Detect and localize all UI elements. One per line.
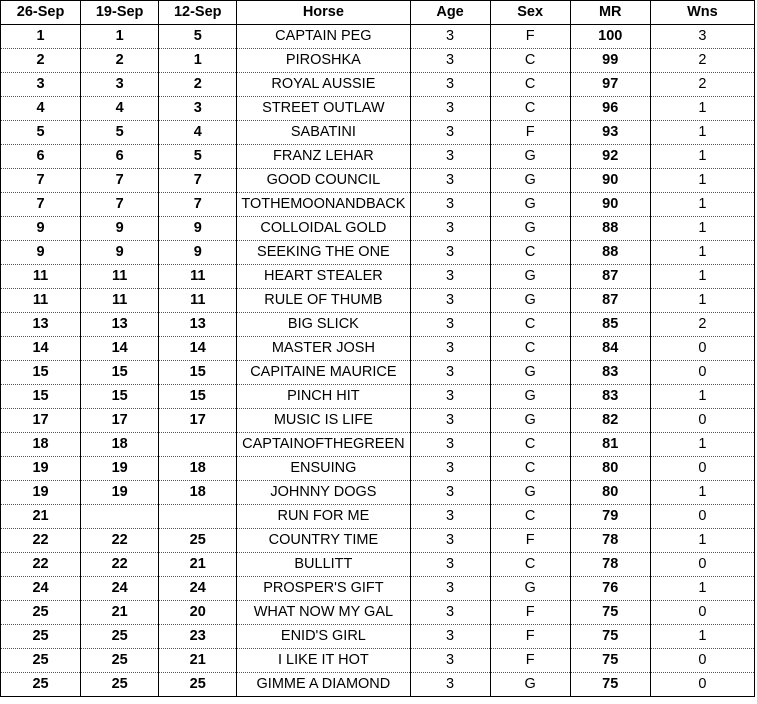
sex-cell: G (490, 169, 570, 193)
rank-19-sep-cell: 13 (81, 313, 159, 337)
age-cell: 3 (410, 625, 490, 649)
table-row (1, 505, 755, 529)
wins-cell: 1 (650, 577, 754, 601)
table-row (1, 217, 755, 241)
rank-19-sep-cell: 15 (81, 361, 159, 385)
rank-19-sep-cell: 22 (81, 553, 159, 577)
wins-cell: 1 (650, 121, 754, 145)
wins-cell: 0 (650, 505, 754, 529)
sex-cell: F (490, 625, 570, 649)
horse-name-cell: PIROSHKA (237, 49, 410, 73)
rank-12-sep-cell (159, 433, 237, 457)
mark-rating-cell: 75 (570, 601, 650, 625)
rank-19-sep-cell: 19 (81, 457, 159, 481)
table-row (1, 265, 755, 289)
sex-cell: C (490, 457, 570, 481)
age-cell: 3 (410, 673, 490, 697)
wins-cell: 1 (650, 625, 754, 649)
table-row (1, 97, 755, 121)
age-cell: 3 (410, 409, 490, 433)
mark-rating-cell: 99 (570, 49, 650, 73)
mark-rating-cell: 76 (570, 577, 650, 601)
table-body (1, 25, 755, 697)
rank-26-sep-cell: 25 (1, 625, 81, 649)
rank-12-sep-cell: 17 (159, 409, 237, 433)
table-row (1, 577, 755, 601)
wins-cell: 1 (650, 289, 754, 313)
rank-19-sep-cell: 5 (81, 121, 159, 145)
rank-19-sep-cell: 21 (81, 601, 159, 625)
rank-26-sep-cell: 9 (1, 217, 81, 241)
rank-12-sep-cell: 4 (159, 121, 237, 145)
table-row (1, 121, 755, 145)
rank-12-sep-cell: 7 (159, 169, 237, 193)
rank-26-sep-cell: 17 (1, 409, 81, 433)
rank-12-sep-cell: 18 (159, 457, 237, 481)
rank-19-sep-cell: 11 (81, 265, 159, 289)
wins-cell: 0 (650, 601, 754, 625)
sex-cell: G (490, 385, 570, 409)
rank-12-sep-cell (159, 505, 237, 529)
header-wns: Wns (650, 1, 754, 25)
horse-name-cell: BIG SLICK (237, 313, 410, 337)
rank-26-sep-cell: 22 (1, 553, 81, 577)
rank-26-sep-cell: 11 (1, 289, 81, 313)
mark-rating-cell: 80 (570, 481, 650, 505)
mark-rating-cell: 75 (570, 649, 650, 673)
horse-name-cell: ENID'S GIRL (237, 625, 410, 649)
horse-name-cell: PINCH HIT (237, 385, 410, 409)
age-cell: 3 (410, 529, 490, 553)
age-cell: 3 (410, 241, 490, 265)
rank-26-sep-cell: 19 (1, 457, 81, 481)
rank-19-sep-cell: 18 (81, 433, 159, 457)
wins-cell: 1 (650, 97, 754, 121)
age-cell: 3 (410, 481, 490, 505)
table-row (1, 361, 755, 385)
age-cell: 3 (410, 25, 490, 49)
rank-19-sep-cell: 25 (81, 625, 159, 649)
rank-19-sep-cell: 25 (81, 673, 159, 697)
horse-name-cell: GOOD COUNCIL (237, 169, 410, 193)
age-cell: 3 (410, 457, 490, 481)
wins-cell: 0 (650, 649, 754, 673)
horse-name-cell: RULE OF THUMB (237, 289, 410, 313)
sex-cell: G (490, 673, 570, 697)
rank-12-sep-cell: 18 (159, 481, 237, 505)
rank-12-sep-cell: 3 (159, 97, 237, 121)
rank-19-sep-cell: 7 (81, 193, 159, 217)
horse-name-cell: COUNTRY TIME (237, 529, 410, 553)
horse-name-cell: JOHNNY DOGS (237, 481, 410, 505)
horse-name-cell: CAPTAINOFTHEGREEN (237, 433, 410, 457)
horse-name-cell: CAPTAIN PEG (237, 25, 410, 49)
sex-cell: F (490, 601, 570, 625)
age-cell: 3 (410, 649, 490, 673)
age-cell: 3 (410, 289, 490, 313)
sex-cell: C (490, 553, 570, 577)
mark-rating-cell: 79 (570, 505, 650, 529)
rank-19-sep-cell: 3 (81, 73, 159, 97)
mark-rating-cell: 80 (570, 457, 650, 481)
age-cell: 3 (410, 601, 490, 625)
horse-name-cell: TOTHEMOONANDBACK (237, 193, 410, 217)
rank-26-sep-cell: 14 (1, 337, 81, 361)
rank-26-sep-cell: 9 (1, 241, 81, 265)
age-cell: 3 (410, 433, 490, 457)
sex-cell: G (490, 289, 570, 313)
sex-cell: C (490, 505, 570, 529)
rank-26-sep-cell: 13 (1, 313, 81, 337)
mark-rating-cell: 78 (570, 553, 650, 577)
wins-cell: 0 (650, 337, 754, 361)
horse-name-cell: MASTER JOSH (237, 337, 410, 361)
mark-rating-cell: 90 (570, 193, 650, 217)
wins-cell: 1 (650, 241, 754, 265)
age-cell: 3 (410, 193, 490, 217)
table-row (1, 601, 755, 625)
wins-cell: 0 (650, 361, 754, 385)
header-row (1, 1, 755, 25)
table-row (1, 673, 755, 697)
sex-cell: F (490, 121, 570, 145)
age-cell: 3 (410, 505, 490, 529)
rank-12-sep-cell: 21 (159, 649, 237, 673)
rank-26-sep-cell: 5 (1, 121, 81, 145)
age-cell: 3 (410, 385, 490, 409)
rank-12-sep-cell: 11 (159, 265, 237, 289)
age-cell: 3 (410, 169, 490, 193)
header-26-sep: 26-Sep (1, 1, 81, 25)
sex-cell: C (490, 97, 570, 121)
sex-cell: C (490, 337, 570, 361)
rank-26-sep-cell: 24 (1, 577, 81, 601)
mark-rating-cell: 88 (570, 217, 650, 241)
rank-19-sep-cell: 22 (81, 529, 159, 553)
wins-cell: 3 (650, 25, 754, 49)
mark-rating-cell: 96 (570, 97, 650, 121)
sex-cell: C (490, 73, 570, 97)
table-row (1, 169, 755, 193)
sex-cell: C (490, 49, 570, 73)
rank-12-sep-cell: 1 (159, 49, 237, 73)
table-row (1, 313, 755, 337)
horse-name-cell: PROSPER'S GIFT (237, 577, 410, 601)
rank-26-sep-cell: 25 (1, 649, 81, 673)
header-horse: Horse (237, 1, 410, 25)
mark-rating-cell: 78 (570, 529, 650, 553)
age-cell: 3 (410, 97, 490, 121)
sex-cell: C (490, 313, 570, 337)
rank-19-sep-cell: 19 (81, 481, 159, 505)
rank-19-sep-cell: 24 (81, 577, 159, 601)
rank-19-sep-cell: 9 (81, 217, 159, 241)
mark-rating-cell: 100 (570, 25, 650, 49)
mark-rating-cell: 75 (570, 673, 650, 697)
age-cell: 3 (410, 145, 490, 169)
header-mr: MR (570, 1, 650, 25)
table-row (1, 529, 755, 553)
rank-19-sep-cell: 1 (81, 25, 159, 49)
horse-name-cell: HEART STEALER (237, 265, 410, 289)
table-row (1, 385, 755, 409)
rank-19-sep-cell (81, 505, 159, 529)
rank-19-sep-cell: 25 (81, 649, 159, 673)
rank-12-sep-cell: 11 (159, 289, 237, 313)
horse-name-cell: MUSIC IS LIFE (237, 409, 410, 433)
wins-cell: 2 (650, 73, 754, 97)
sex-cell: F (490, 25, 570, 49)
rank-26-sep-cell: 2 (1, 49, 81, 73)
rank-26-sep-cell: 3 (1, 73, 81, 97)
rank-19-sep-cell: 6 (81, 145, 159, 169)
age-cell: 3 (410, 73, 490, 97)
age-cell: 3 (410, 217, 490, 241)
rank-12-sep-cell: 2 (159, 73, 237, 97)
mark-rating-cell: 92 (570, 145, 650, 169)
horse-name-cell: SABATINI (237, 121, 410, 145)
rank-26-sep-cell: 1 (1, 25, 81, 49)
table-row (1, 457, 755, 481)
mark-rating-cell: 97 (570, 73, 650, 97)
mark-rating-cell: 81 (570, 433, 650, 457)
age-cell: 3 (410, 553, 490, 577)
mark-rating-cell: 90 (570, 169, 650, 193)
mark-rating-cell: 84 (570, 337, 650, 361)
rank-12-sep-cell: 9 (159, 217, 237, 241)
rank-26-sep-cell: 15 (1, 361, 81, 385)
table-row (1, 553, 755, 577)
horse-name-cell: CAPITAINE MAURICE (237, 361, 410, 385)
table-row (1, 649, 755, 673)
wins-cell: 0 (650, 553, 754, 577)
wins-cell: 1 (650, 265, 754, 289)
table-row (1, 409, 755, 433)
wins-cell: 1 (650, 169, 754, 193)
horse-name-cell: STREET OUTLAW (237, 97, 410, 121)
mark-rating-cell: 88 (570, 241, 650, 265)
rank-26-sep-cell: 25 (1, 601, 81, 625)
mark-rating-cell: 87 (570, 265, 650, 289)
wins-cell: 1 (650, 145, 754, 169)
wins-cell: 0 (650, 673, 754, 697)
rank-12-sep-cell: 14 (159, 337, 237, 361)
rank-26-sep-cell: 25 (1, 673, 81, 697)
sex-cell: C (490, 433, 570, 457)
horse-name-cell: SEEKING THE ONE (237, 241, 410, 265)
wins-cell: 1 (650, 217, 754, 241)
sex-cell: F (490, 529, 570, 553)
sex-cell: G (490, 217, 570, 241)
header-sex: Sex (490, 1, 570, 25)
table-row (1, 25, 755, 49)
rank-19-sep-cell: 15 (81, 385, 159, 409)
rank-26-sep-cell: 11 (1, 265, 81, 289)
horse-name-cell: COLLOIDAL GOLD (237, 217, 410, 241)
rank-26-sep-cell: 18 (1, 433, 81, 457)
sex-cell: G (490, 577, 570, 601)
rank-26-sep-cell: 6 (1, 145, 81, 169)
horse-name-cell: FRANZ LEHAR (237, 145, 410, 169)
rank-12-sep-cell: 15 (159, 385, 237, 409)
rank-26-sep-cell: 15 (1, 385, 81, 409)
rank-12-sep-cell: 5 (159, 25, 237, 49)
wins-cell: 0 (650, 409, 754, 433)
rank-12-sep-cell: 23 (159, 625, 237, 649)
mark-rating-cell: 85 (570, 313, 650, 337)
table-row (1, 433, 755, 457)
mark-rating-cell: 93 (570, 121, 650, 145)
horse-name-cell: ROYAL AUSSIE (237, 73, 410, 97)
rank-12-sep-cell: 21 (159, 553, 237, 577)
rank-12-sep-cell: 25 (159, 673, 237, 697)
wins-cell: 1 (650, 193, 754, 217)
header-19-sep: 19-Sep (81, 1, 159, 25)
rank-19-sep-cell: 11 (81, 289, 159, 313)
age-cell: 3 (410, 337, 490, 361)
wins-cell: 1 (650, 481, 754, 505)
wins-cell: 1 (650, 529, 754, 553)
age-cell: 3 (410, 49, 490, 73)
wins-cell: 1 (650, 385, 754, 409)
sex-cell: C (490, 241, 570, 265)
table-row (1, 49, 755, 73)
age-cell: 3 (410, 121, 490, 145)
rank-12-sep-cell: 7 (159, 193, 237, 217)
rank-12-sep-cell: 20 (159, 601, 237, 625)
rank-19-sep-cell: 9 (81, 241, 159, 265)
table-row (1, 481, 755, 505)
rank-19-sep-cell: 14 (81, 337, 159, 361)
sex-cell: G (490, 361, 570, 385)
table-row (1, 193, 755, 217)
wins-cell: 0 (650, 457, 754, 481)
header-age: Age (410, 1, 490, 25)
age-cell: 3 (410, 577, 490, 601)
sex-cell: G (490, 145, 570, 169)
horse-name-cell: WHAT NOW MY GAL (237, 601, 410, 625)
mark-rating-cell: 82 (570, 409, 650, 433)
rank-19-sep-cell: 2 (81, 49, 159, 73)
rank-26-sep-cell: 7 (1, 193, 81, 217)
rank-12-sep-cell: 24 (159, 577, 237, 601)
table-row (1, 241, 755, 265)
wins-cell: 2 (650, 49, 754, 73)
wins-cell: 1 (650, 433, 754, 457)
rank-12-sep-cell: 9 (159, 241, 237, 265)
header-12-sep: 12-Sep (159, 1, 237, 25)
horse-name-cell: GIMME A DIAMOND (237, 673, 410, 697)
mark-rating-cell: 83 (570, 361, 650, 385)
rank-12-sep-cell: 25 (159, 529, 237, 553)
age-cell: 3 (410, 265, 490, 289)
horse-name-cell: ENSUING (237, 457, 410, 481)
horse-name-cell: BULLITT (237, 553, 410, 577)
mark-rating-cell: 75 (570, 625, 650, 649)
rank-12-sep-cell: 15 (159, 361, 237, 385)
rank-12-sep-cell: 13 (159, 313, 237, 337)
table-row (1, 145, 755, 169)
rank-26-sep-cell: 7 (1, 169, 81, 193)
rank-12-sep-cell: 5 (159, 145, 237, 169)
sex-cell: G (490, 481, 570, 505)
rank-26-sep-cell: 22 (1, 529, 81, 553)
horse-name-cell: RUN FOR ME (237, 505, 410, 529)
horse-name-cell: I LIKE IT HOT (237, 649, 410, 673)
mark-rating-cell: 87 (570, 289, 650, 313)
sex-cell: G (490, 265, 570, 289)
sex-cell: G (490, 409, 570, 433)
table-row (1, 73, 755, 97)
rank-26-sep-cell: 19 (1, 481, 81, 505)
rank-19-sep-cell: 7 (81, 169, 159, 193)
rank-26-sep-cell: 21 (1, 505, 81, 529)
table-row (1, 289, 755, 313)
rank-19-sep-cell: 4 (81, 97, 159, 121)
rank-19-sep-cell: 17 (81, 409, 159, 433)
age-cell: 3 (410, 313, 490, 337)
wins-cell: 2 (650, 313, 754, 337)
mark-rating-cell: 83 (570, 385, 650, 409)
table-row (1, 625, 755, 649)
age-cell: 3 (410, 361, 490, 385)
sex-cell: G (490, 193, 570, 217)
rank-26-sep-cell: 4 (1, 97, 81, 121)
table-row (1, 337, 755, 361)
sex-cell: F (490, 649, 570, 673)
